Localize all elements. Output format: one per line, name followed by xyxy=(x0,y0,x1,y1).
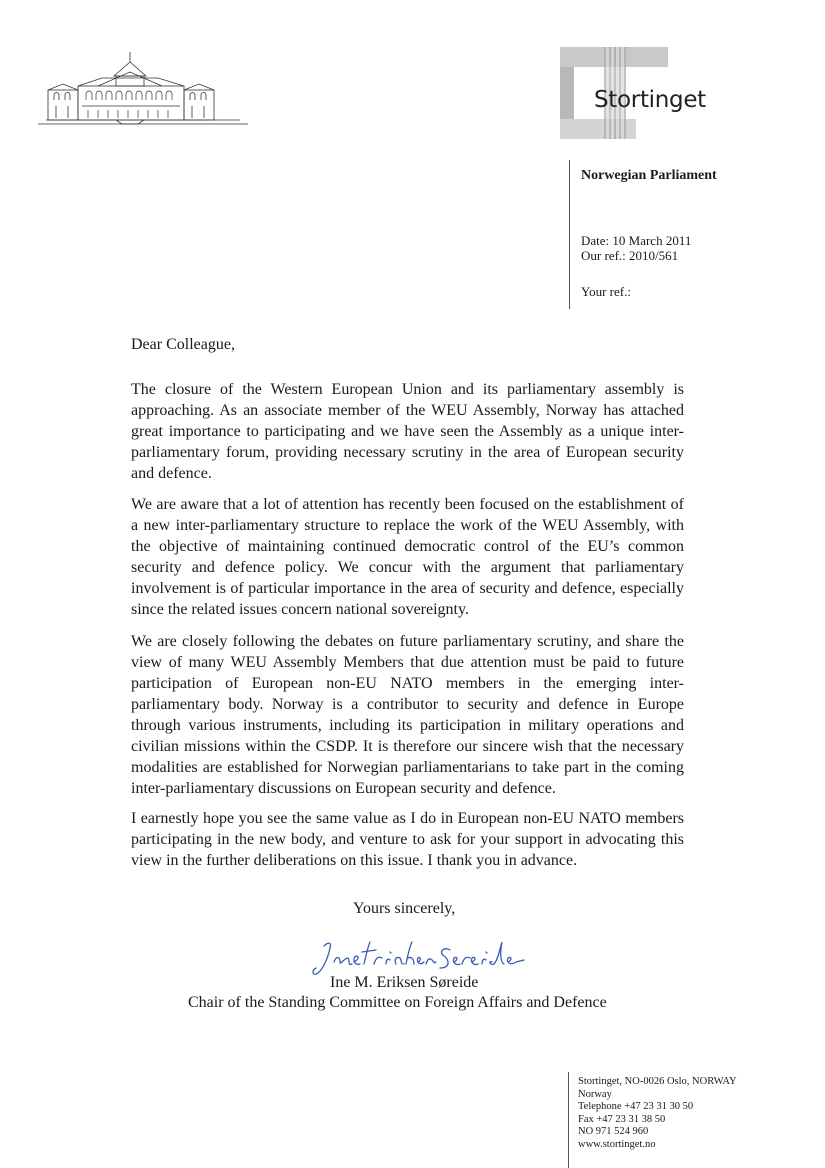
your-reference: Your ref.: xyxy=(581,284,631,299)
stortinget-logo xyxy=(560,47,712,139)
parliament-building-illustration xyxy=(38,50,248,128)
salutation: Dear Colleague, xyxy=(131,336,235,353)
signer-name: Ine M. Eriksen Søreide xyxy=(330,974,479,991)
footer-telephone: Telephone +47 23 31 30 50 xyxy=(578,1101,694,1113)
logo-wordmark: Stortinget xyxy=(594,87,706,113)
organization-name: Norwegian Parliament xyxy=(581,168,717,183)
letter-date: Date: 10 March 2011 xyxy=(581,233,692,248)
body-paragraph-3: We are closely following the debates on future parliamentary scrutiny, and share the view of many WEU Assembly Members that due attention must be paid to future participation of European non-EU NATO members in the emerging inter-parliamentary body. Norway is a contributor to security and defence in Europe through various instruments, including its participation in military operations and civilian missions within the CSDP. It is therefore our sincere wish that the necessary modalities are established for Norwegian parliamentarians to take part in the coming inter-parliamentary discussions on European security and defence. xyxy=(131,633,684,797)
our-reference: Our ref.: 2010/561 xyxy=(581,248,679,263)
header-divider xyxy=(569,160,570,309)
body-paragraph-1: The closure of the Western European Union and its parliamentary assembly is approaching. As an associate member of the WEU Assembly, Norway has attached great importance to participating and we have seen the Assembly as a unique inter-parliamentary forum, providing necessary scrutiny in the area of European security and defence. xyxy=(131,381,684,482)
footer-org-number: NO 971 524 960 xyxy=(578,1126,649,1138)
footer-divider xyxy=(568,1072,569,1168)
footer-country: Norway xyxy=(578,1088,612,1100)
footer-fax: Fax +47 23 31 38 50 xyxy=(578,1113,666,1125)
closing: Yours sincerely, xyxy=(353,900,456,917)
footer-address: Stortinget, NO-0026 Oslo, NORWAY xyxy=(578,1076,737,1087)
body-paragraph-2: We are aware that a lot of attention has recently been focused on the establishment of a new inter-parliamentary structure to replace the work of the WEU Assembly, with the objective of maintaining continued democratic control of the EU’s common security and defence policy. We concur with the argument that parliamentary involvement is of particular importance in the area of security and defence, especially since the related issues concern national sovereignty. xyxy=(131,496,684,618)
footer-contact-block xyxy=(578,1076,737,1152)
body-paragraph-4: I earnestly hope you see the same value as I do in European non-EU NATO members participating in the new body, and venture to ask for your support in advocating this view in the further deliberations on this issue. I thank you in advance. xyxy=(131,810,684,869)
signer-title: Chair of the Standing Committee on Foreign Affairs and Defence xyxy=(188,994,607,1011)
footer-website: www.stortinget.no xyxy=(578,1138,656,1150)
